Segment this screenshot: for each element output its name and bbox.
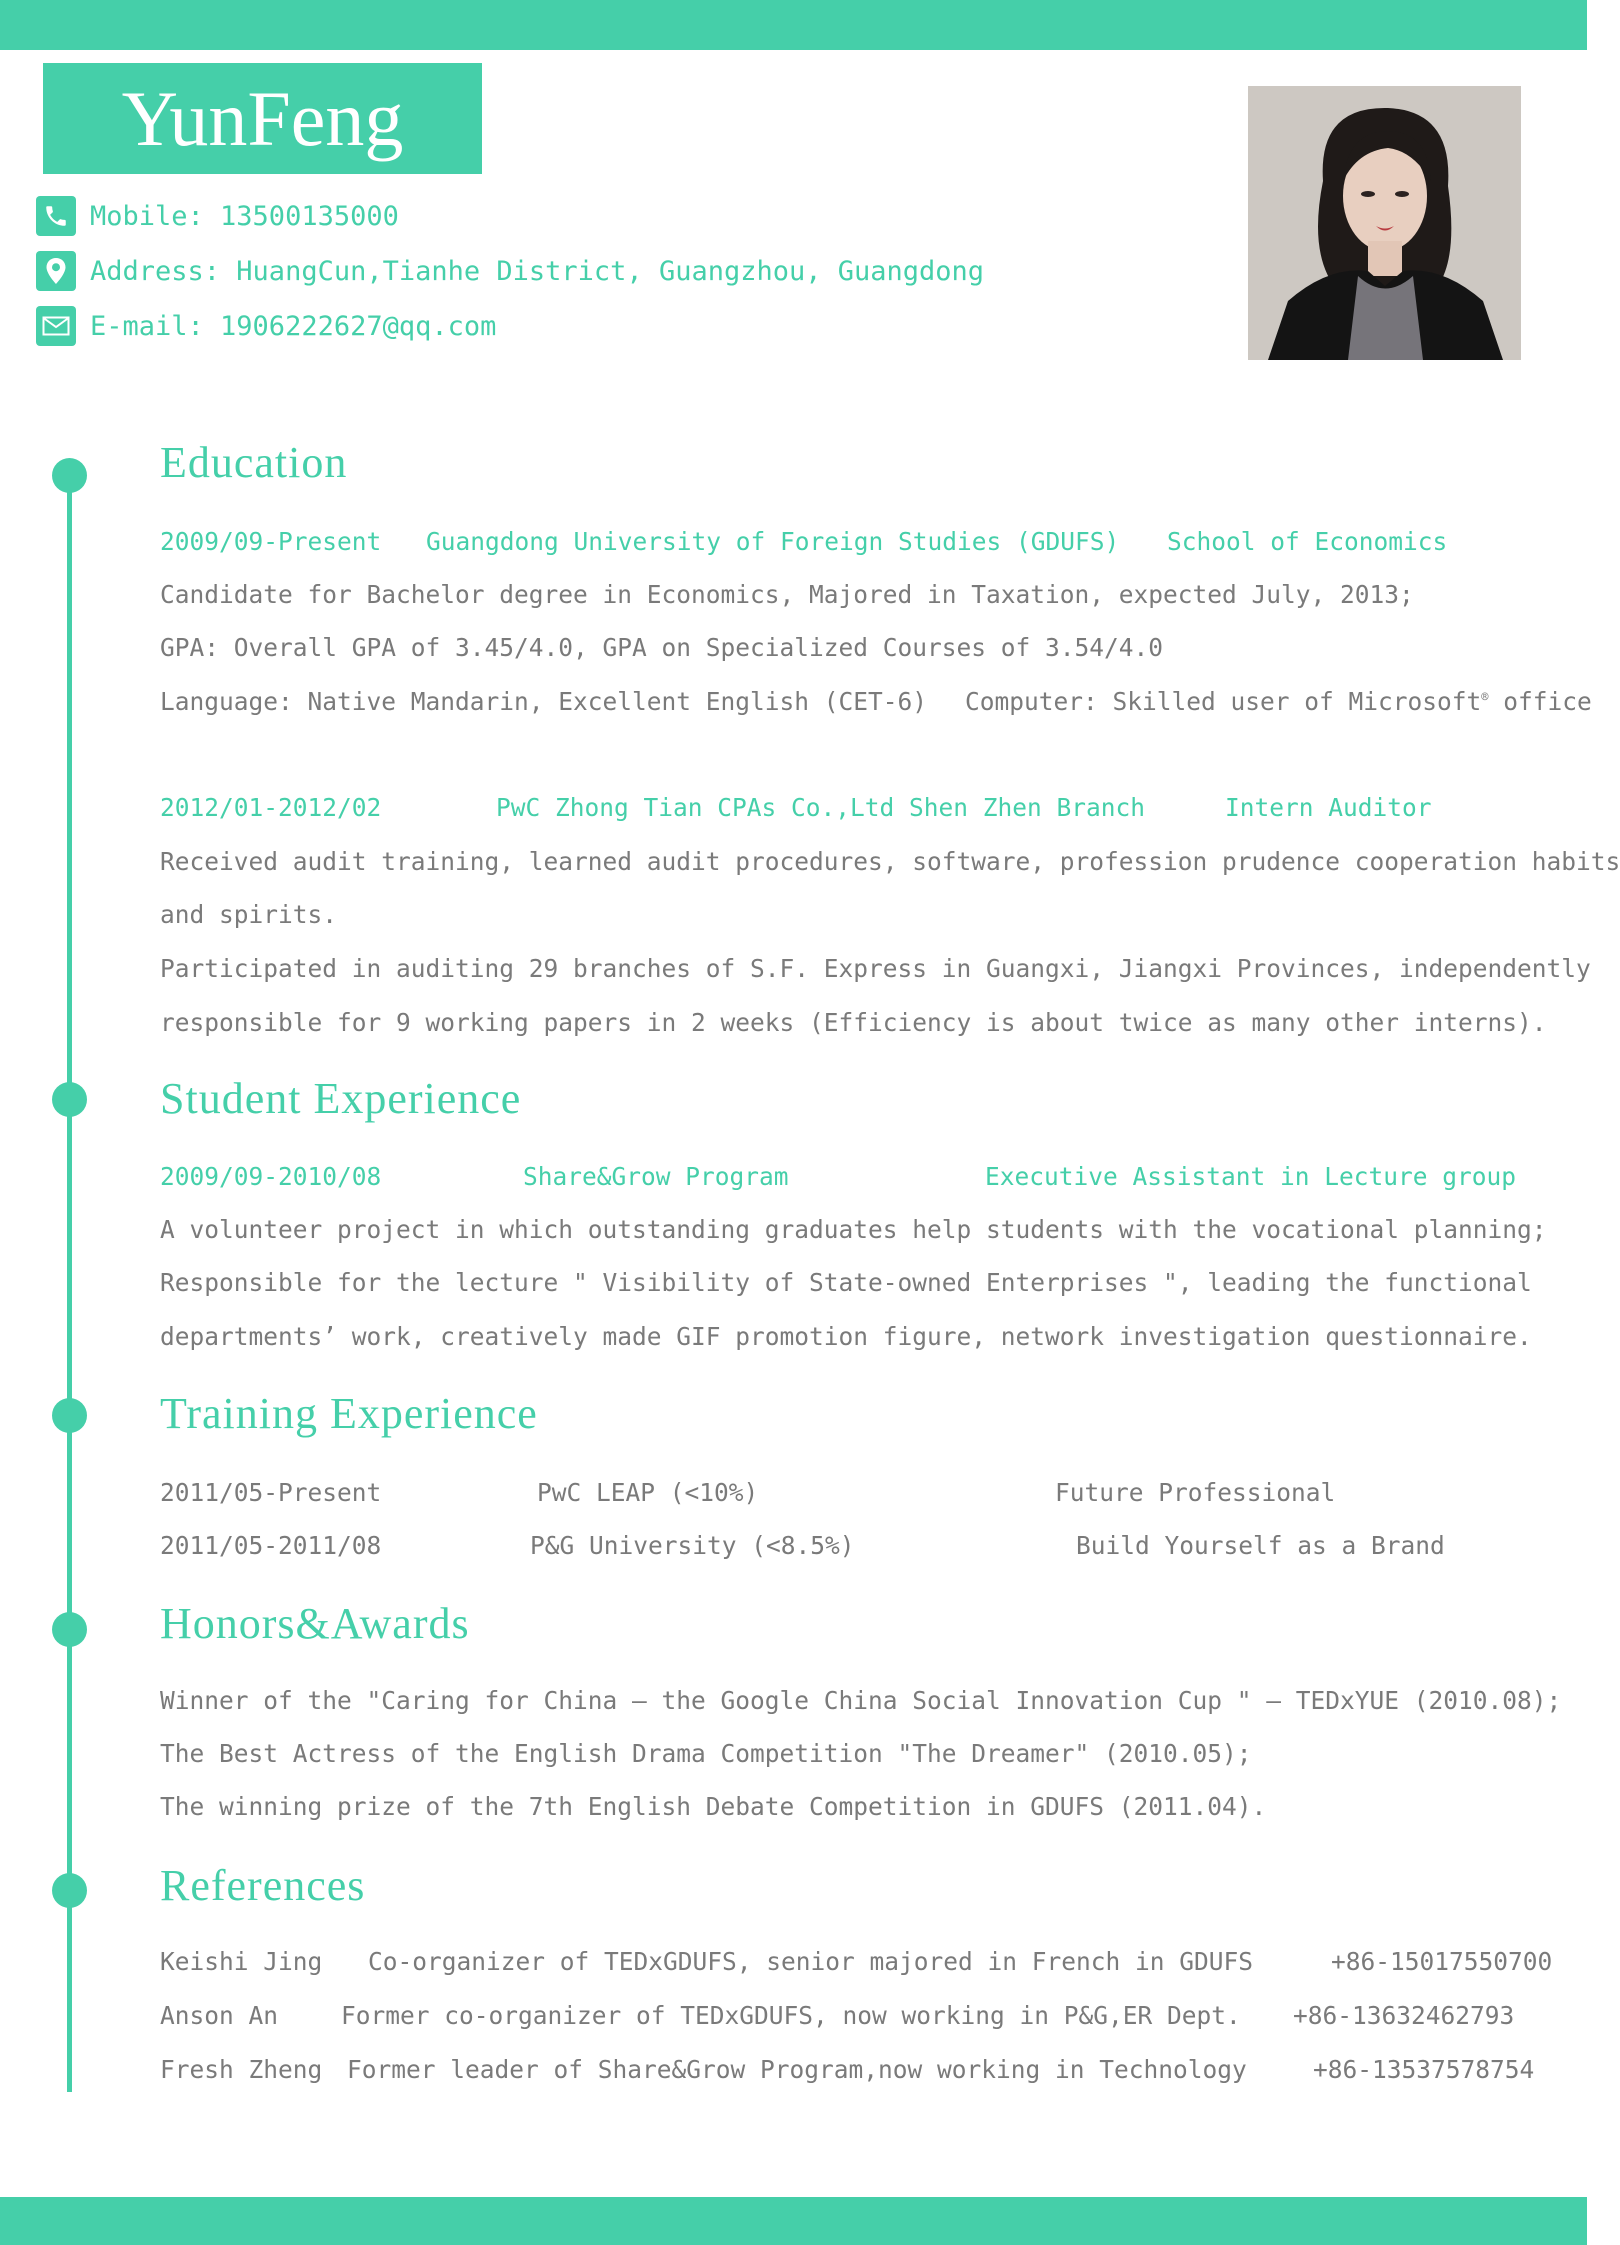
education-computer-line: [965, 687, 1592, 716]
education-language-line: Language: Native Mandarin, Excellent English (CET-6): [160, 687, 928, 716]
internship-desc-line: Participated in auditing 29 branches of S.F. Express in Guangxi, Jiangxi Provinces, independently: [160, 954, 1591, 983]
education-dept: School of Economics: [1167, 527, 1448, 556]
contact-mobile: [36, 196, 399, 236]
reference-name: Anson An: [160, 2001, 279, 2030]
education-school: Guangdong University of Foreign Studies (GDUFS): [426, 527, 1120, 556]
address-text: Address: HuangCun,Tianhe District, Guangzhou, Guangdong: [90, 255, 985, 287]
training-program: PwC LEAP (<10%): [537, 1478, 759, 1507]
education-degree-line: Candidate for Bachelor degree in Economics, Majored in Taxation, expected July, 2013;: [160, 580, 1414, 609]
training-desc: Future Professional: [1055, 1478, 1336, 1507]
phone-icon: [36, 196, 76, 236]
mobile-text: Mobile: 13500135000: [90, 200, 399, 232]
registered-mark: ®: [1481, 689, 1489, 704]
internship-desc-line: and spirits.: [160, 900, 338, 929]
timeline-dot-education: [52, 458, 87, 493]
computer-text-tail: office: [1488, 687, 1592, 716]
contact-address: [36, 251, 984, 291]
section-title-references: References: [160, 1861, 366, 1910]
student-date: 2009/09-2010/08: [160, 1162, 382, 1191]
timeline-line: [67, 470, 72, 2092]
reference-desc: Former leader of Share&Grow Program,now working in Technology: [347, 2055, 1247, 2084]
timeline-dot-references: [52, 1873, 87, 1908]
envelope-icon: [36, 306, 76, 346]
internship-company: PwC Zhong Tian CPAs Co.,Ltd Shen Zhen Branch: [496, 793, 1146, 822]
education-date: 2009/09-Present: [160, 527, 382, 556]
bottom-accent-bar: [0, 2197, 1587, 2245]
honor-item: The Best Actress of the English Drama Competition "The Dreamer" (2010.05);: [160, 1739, 1252, 1768]
training-desc: Build Yourself as a Brand: [1076, 1531, 1445, 1560]
student-program: Share&Grow Program: [523, 1162, 789, 1191]
section-title-honors-awards: Honors&Awards: [160, 1599, 470, 1648]
section-title-training-experience: Training Experience: [160, 1389, 538, 1438]
training-program: P&G University (<8.5%): [530, 1531, 855, 1560]
student-desc-line: departments’ work, creatively made GIF promotion figure, network investigation questionnaire.: [160, 1322, 1532, 1351]
computer-text: Computer: Skilled user of Microsoft: [965, 687, 1482, 716]
contact-email: [36, 306, 496, 346]
timeline-dot-honors: [52, 1612, 87, 1647]
internship-desc-line: Received audit training, learned audit procedures, software, profession prudence cooperation habits: [160, 847, 1620, 876]
reference-phone: +86-13632462793: [1293, 2001, 1515, 2030]
reference-desc: Former co-organizer of TEDxGDUFS, now working in P&G,ER Dept.: [341, 2001, 1241, 2030]
timeline-dot-training: [52, 1398, 87, 1433]
reference-name: Fresh Zheng: [160, 2055, 323, 2084]
student-role: Executive Assistant in Lecture group: [985, 1162, 1517, 1191]
internship-date: 2012/01-2012/02: [160, 793, 382, 822]
location-pin-icon: [36, 251, 76, 291]
honor-item: Winner of the "Caring for China – the Google China Social Innovation Cup " – TEDxYUE (2010.08);: [160, 1686, 1562, 1715]
training-date: 2011/05-Present: [160, 1478, 382, 1507]
timeline-dot-student: [52, 1082, 87, 1117]
internship-role: Intern Auditor: [1225, 793, 1432, 822]
profile-photo: [1248, 86, 1521, 360]
honor-item: The winning prize of the 7th English Debate Competition in GDUFS (2011.04).: [160, 1792, 1267, 1821]
reference-desc: Co-organizer of TEDxGDUFS, senior majored in French in GDUFS: [368, 1947, 1254, 1976]
section-title-education: Education: [160, 438, 348, 487]
reference-name: Keishi Jing: [160, 1947, 323, 1976]
top-accent-bar: [0, 0, 1587, 50]
name-banner: YunFeng: [43, 63, 482, 174]
internship-desc-line: responsible for 9 working papers in 2 weeks (Efficiency is about twice as many other interns).: [160, 1008, 1547, 1037]
education-gpa-line: GPA: Overall GPA of 3.45/4.0, GPA on Specialized Courses of 3.54/4.0: [160, 633, 1164, 662]
section-title-student-experience: Student Experience: [160, 1074, 522, 1123]
training-date: 2011/05-2011/08: [160, 1531, 382, 1560]
reference-phone: +86-13537578754: [1313, 2055, 1535, 2084]
student-desc-line: Responsible for the lecture " Visibility of State-owned Enterprises ", leading the functional: [160, 1268, 1532, 1297]
email-text: E-mail: 1906222627@qq.com: [90, 310, 497, 342]
student-desc-line: A volunteer project in which outstanding graduates help students with the vocational planning;: [160, 1215, 1547, 1244]
reference-phone: +86-15017550700: [1331, 1947, 1553, 1976]
